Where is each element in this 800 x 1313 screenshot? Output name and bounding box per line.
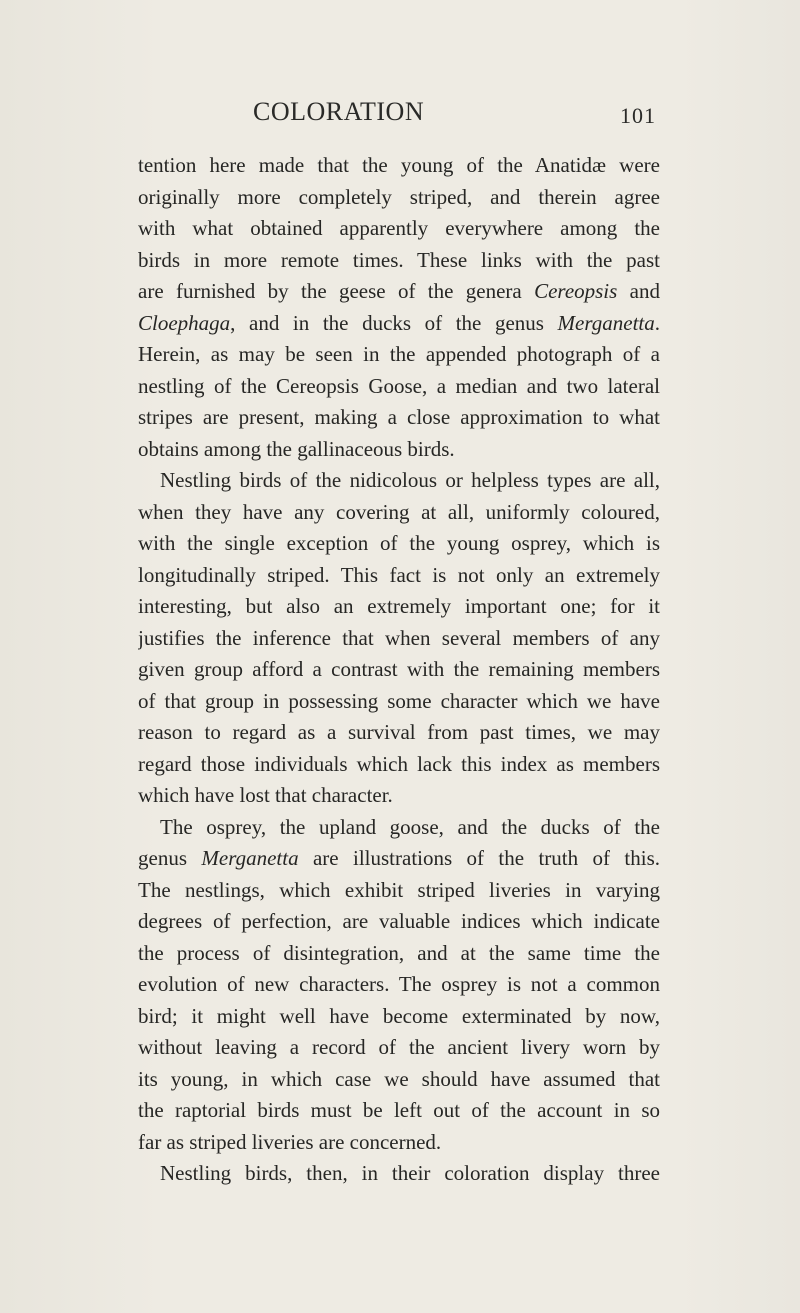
text-line: Nestling birds, then, in their coloration display three xyxy=(160,1161,660,1185)
genus-name-italic: Merganetta xyxy=(201,846,299,870)
text-line: obtains among the gallinaceous birds. xyxy=(138,436,455,461)
page-number: 101 xyxy=(620,103,656,128)
text-line: regard those individuals which lack this index as members xyxy=(138,751,660,776)
text-line xyxy=(138,276,660,308)
text-line: Nestling birds of the nidicolous or helpless types are all, xyxy=(160,468,660,492)
text-line: birds in more remote times. These links with the past xyxy=(138,247,660,272)
text-run: are illustrations of the truth of this. xyxy=(298,846,660,870)
text-line: longitudinally striped. This fact is not only an extremely xyxy=(138,562,660,587)
text-line: with the single exception of the young osprey, which is xyxy=(138,531,660,555)
text-line: tention here made that the young of the Anatidæ were xyxy=(138,153,660,177)
text-line: The nestlings, which exhibit striped liveries in varying xyxy=(138,877,660,902)
text-run: and xyxy=(617,279,660,303)
text-run: are furnished by the geese of the genera xyxy=(138,279,535,303)
text-line xyxy=(138,308,660,340)
text-line: the raptorial birds must be left out of the account in so xyxy=(138,1098,660,1122)
text-run: genus xyxy=(138,846,202,870)
text-line: bird; it might well have become exterminated by now, xyxy=(138,1003,660,1028)
text-line xyxy=(138,843,660,875)
text-run: . xyxy=(654,310,660,335)
body-text xyxy=(138,150,660,1190)
genus-name-italic: Merganetta xyxy=(557,310,655,335)
text-line: far as striped liveries are concerned. xyxy=(138,1129,442,1154)
text-line: when they have any covering at all, uniformly coloured, xyxy=(138,499,660,524)
text-line: degrees of perfection, are valuable indices which indicate xyxy=(138,909,660,933)
text-line: Herein, as may be seen in the appended photograph of a xyxy=(138,342,660,366)
text-line: stripes are present, making a close approximation to what xyxy=(138,405,660,429)
text-run: , and in the ducks of the genus xyxy=(230,310,558,335)
text-line: given group afford a contrast with the remaining members xyxy=(138,657,660,681)
text-line: with what obtained apparently everywhere among the xyxy=(138,216,660,240)
text-line: its young, in which case we should have assumed that xyxy=(138,1066,660,1091)
text-line: evolution of new characters. The osprey is not a common xyxy=(138,972,660,996)
text-line: which have lost that character. xyxy=(138,783,393,807)
text-line: interesting, but also an extremely important one; for it xyxy=(138,594,660,618)
page-header xyxy=(0,92,800,132)
text-line: nestling of the Cereopsis Goose, a median and two lateral xyxy=(138,373,660,398)
running-head: COLORATION xyxy=(253,97,425,126)
text-line: without leaving a record of the ancient livery worn by xyxy=(138,1035,660,1059)
text-line: The osprey, the upland goose, and the ducks of the xyxy=(160,814,660,839)
text-line: the process of disintegration, and at the same time the xyxy=(138,940,660,965)
genus-name-italic: Cereopsis xyxy=(534,279,618,303)
text-line: justifies the inference that when several members of any xyxy=(138,625,660,650)
text-line: reason to regard as a survival from past times, we may xyxy=(138,720,660,744)
text-line: of that group in possessing some character which we have xyxy=(138,688,660,713)
text-line: originally more completely striped, and therein agree xyxy=(138,184,660,209)
genus-name-italic: Cloephaga xyxy=(138,310,231,335)
